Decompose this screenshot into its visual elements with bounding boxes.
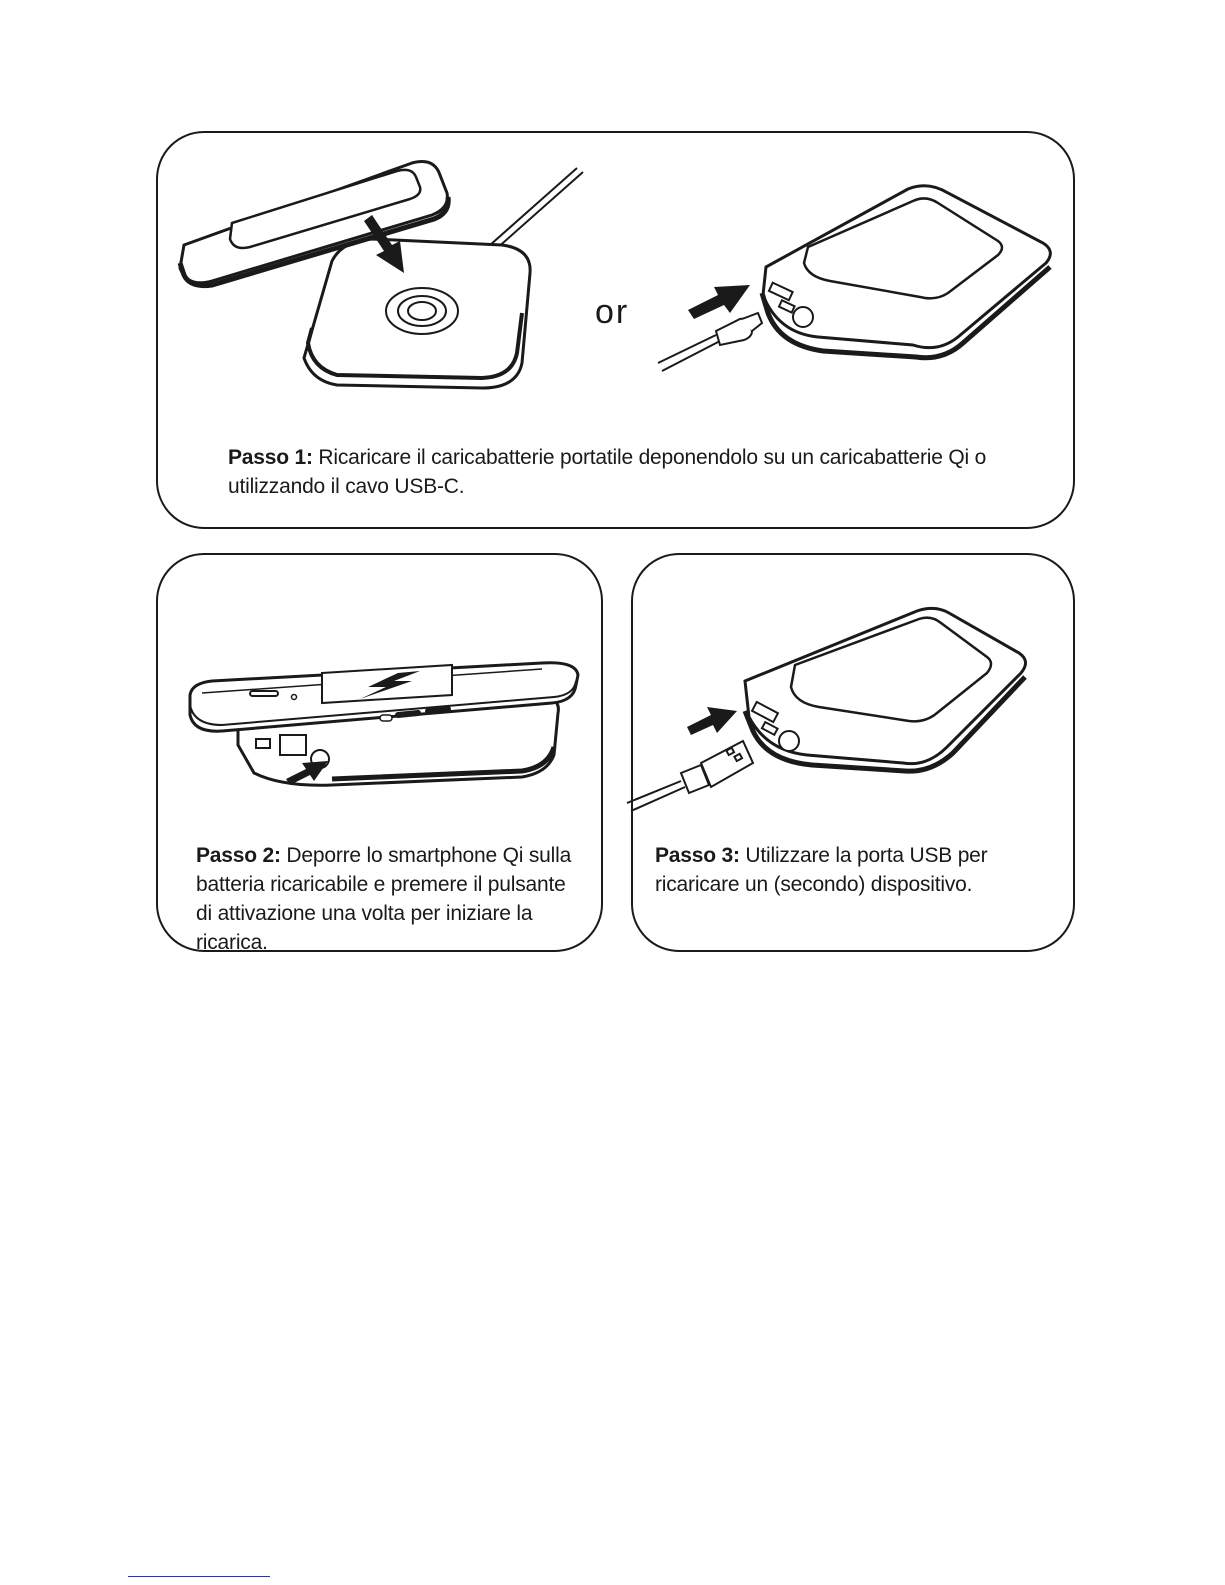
- power-bank-icon: [762, 186, 1050, 358]
- step2-text: Deporre lo smartphone Qi sulla batteria ricaricabile e premere il pulsante di attivazione una volta per iniziare la ricarica.: [196, 844, 572, 954]
- or-separator: or: [595, 293, 630, 331]
- step2-label: Passo 2:: [196, 844, 281, 867]
- step1-label: Passo 1:: [228, 446, 313, 469]
- footer-link-underline: [128, 1576, 270, 1577]
- step1-caption: [228, 443, 1018, 501]
- step1-panel: [156, 131, 1075, 529]
- usb-c-cable-icon: [658, 313, 762, 371]
- step3-panel: [631, 553, 1075, 952]
- step2-caption: [196, 841, 586, 957]
- step1-text: Ricaricare il caricabatterie portatile deponendolo su un caricabatterie Qi o utilizzando il cavo USB-C.: [228, 446, 987, 498]
- usb-a-cable-icon: [627, 741, 753, 811]
- power-bank-usb-c-illustration: [658, 185, 1058, 385]
- power-bank-usb-a-illustration: [627, 603, 1037, 813]
- step3-label: Passo 3:: [655, 844, 740, 867]
- arrow-icon: [687, 707, 737, 735]
- power-bank-on-pad-illustration: [172, 153, 592, 423]
- arrow-icon: [688, 285, 750, 319]
- step2-panel: [156, 553, 603, 952]
- wireless-charger-pad-icon: [304, 239, 530, 388]
- step3-caption: [655, 841, 1075, 899]
- power-bank-icon: [745, 608, 1026, 771]
- smartphone-on-power-bank-illustration: [182, 655, 582, 795]
- step3-text: Utilizzare la porta USB per ricaricare un (secondo) dispositivo.: [655, 844, 988, 896]
